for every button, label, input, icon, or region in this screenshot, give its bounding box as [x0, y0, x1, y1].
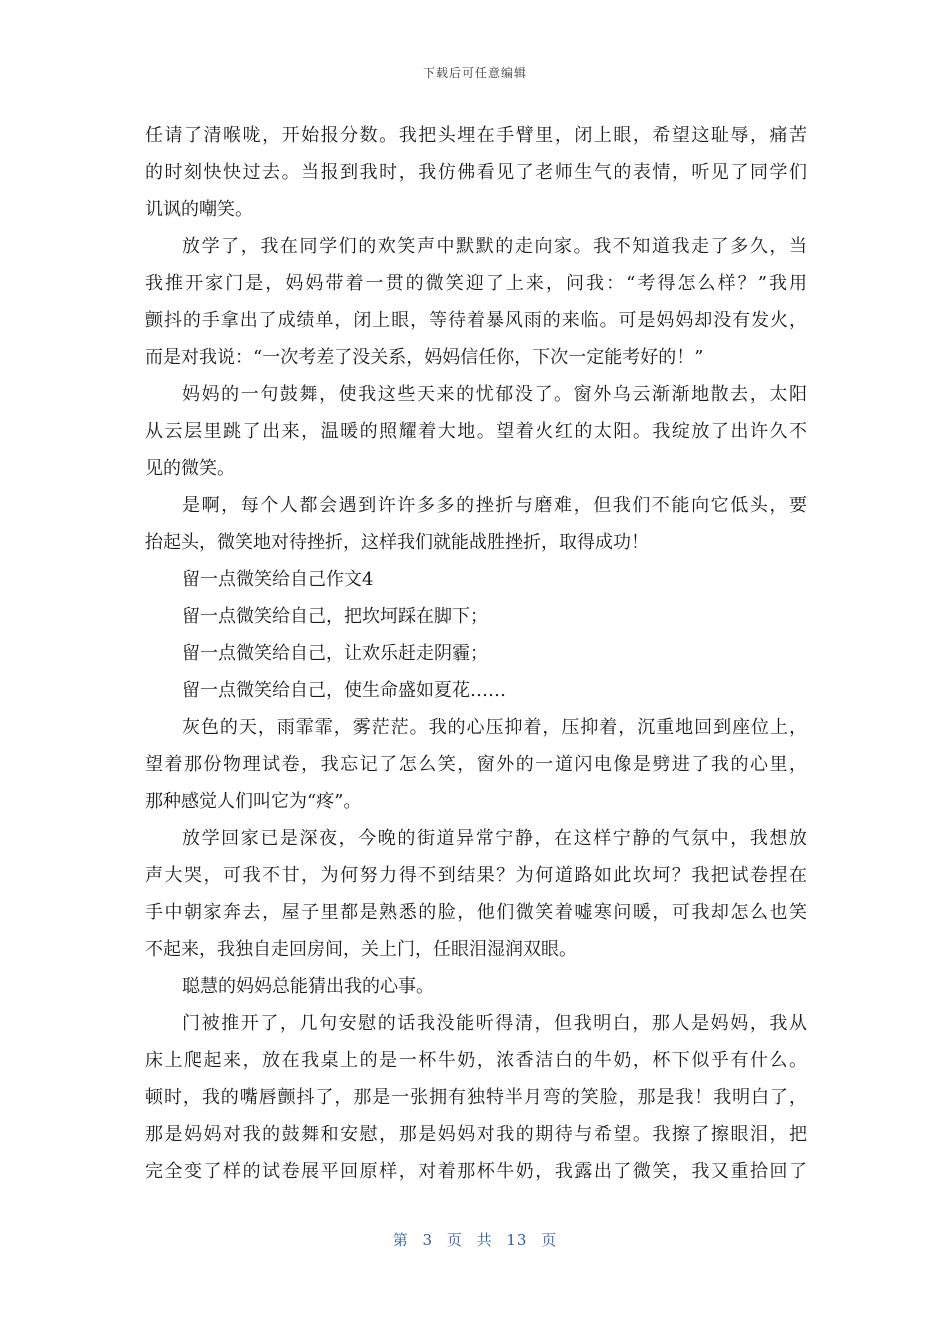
text-line: 是啊，每个人都会遇到许许多多的挫折与磨难，但我们不能向它低头，要 — [182, 495, 807, 516]
page-number: 第 3 页 共 13 页 — [392, 1231, 558, 1249]
text-line: 不起来，我独自走回房间，关上门，任眼泪湿润双眼。 — [145, 939, 577, 960]
text-line: 顿时，我的嘴唇颤抖了，那是一张拥有独特半月弯的笑脸，那是我！我明白了， — [145, 1087, 807, 1108]
text-line: 任请了清喉咙，开始报分数。我把头埋在手臂里，闭上眼，希望这耻辱，痛苦 — [145, 125, 807, 146]
text-line: 放学了，我在同学们的欢笑声中默默的走向家。我不知道我走了多久，当 — [182, 236, 807, 257]
text-line: 灰色的天，雨霏霏，雾茫茫。我的心压抑着，压抑着，沉重地回到座位上， — [182, 717, 807, 738]
text-line: 望着那份物理试卷，我忘记了怎么笑，窗外的一道闪电像是劈进了我的心里， — [145, 754, 807, 775]
text-line: 留一点微笑给自己，让欢乐赶走阴霾； — [182, 643, 488, 664]
text-line: 的时刻快快过去。当报到我时，我仿佛看见了老师生气的表情，听见了同学们 — [145, 162, 807, 183]
text-line: 聪慧的妈妈总能猜出我的心事。 — [182, 976, 434, 997]
text-line: 而是对我说：“一次考差了没关系，妈妈信任你，下次一定能考好的！” — [145, 347, 704, 368]
text-line: 留一点微笑给自己，使生命盛如夏花…… — [182, 680, 506, 701]
text-line: 抬起头，微笑地对待挫折，这样我们就能战胜挫折，取得成功！ — [145, 532, 649, 553]
text-line: 颤抖的手拿出了成绩单，闭上眼，等待着暴风雨的来临。可是妈妈却没有发火， — [145, 310, 807, 331]
text-line: 放学回家已是深夜，今晚的街道异常宁静，在这样宁静的气氛中，我想放 — [182, 828, 807, 849]
text-line: 门被推开了，几句安慰的话我没能听得清，但我明白，那人是妈妈，我从 — [182, 1013, 807, 1034]
text-line: 妈妈的一句鼓舞，使我这些天来的忧郁没了。窗外乌云渐渐地散去，太阳 — [182, 384, 807, 405]
text-line: 那是妈妈对我的鼓舞和安慰，那是妈妈对我的期待与希望。我擦了擦眼泪，把 — [145, 1124, 807, 1145]
text-line: 从云层里跳了出来，温暖的照耀着大地。望着火红的太阳。我绽放了出许久不 — [145, 421, 807, 442]
text-line: 完全变了样的试卷展平回原样，对着那杯牛奶，我露出了微笑，我又重拾回了 — [145, 1161, 807, 1182]
text-line: 留一点微笑给自己作文4 — [182, 569, 374, 590]
text-line: 我推开家门是，妈妈带着一贯的微笑迎了上来，问我：“考得怎么样？”我用 — [145, 273, 807, 294]
text-line: 留一点微笑给自己，把坎坷踩在脚下； — [182, 606, 488, 627]
text-line: 手中朝家奔去，屋子里都是熟悉的脸，他们微笑着嘘寒问暖，可我却怎么也笑 — [145, 902, 807, 923]
text-line: 床上爬起来，放在我桌上的是一杯牛奶，浓香洁白的牛奶，杯下似乎有什么。 — [145, 1050, 807, 1071]
document-body — [145, 117, 807, 1190]
text-line: 见的微笑。 — [145, 458, 235, 479]
text-line: 讥讽的嘲笑。 — [145, 199, 253, 220]
text-line: 声大哭，可我不甘，为何努力得不到结果？为何道路如此坎坷？我把试卷捏在 — [145, 865, 807, 886]
text-line: 那种感觉人们叫它为“疼”。 — [145, 791, 362, 812]
page-header: 下载后可任意编辑 — [422, 66, 527, 80]
